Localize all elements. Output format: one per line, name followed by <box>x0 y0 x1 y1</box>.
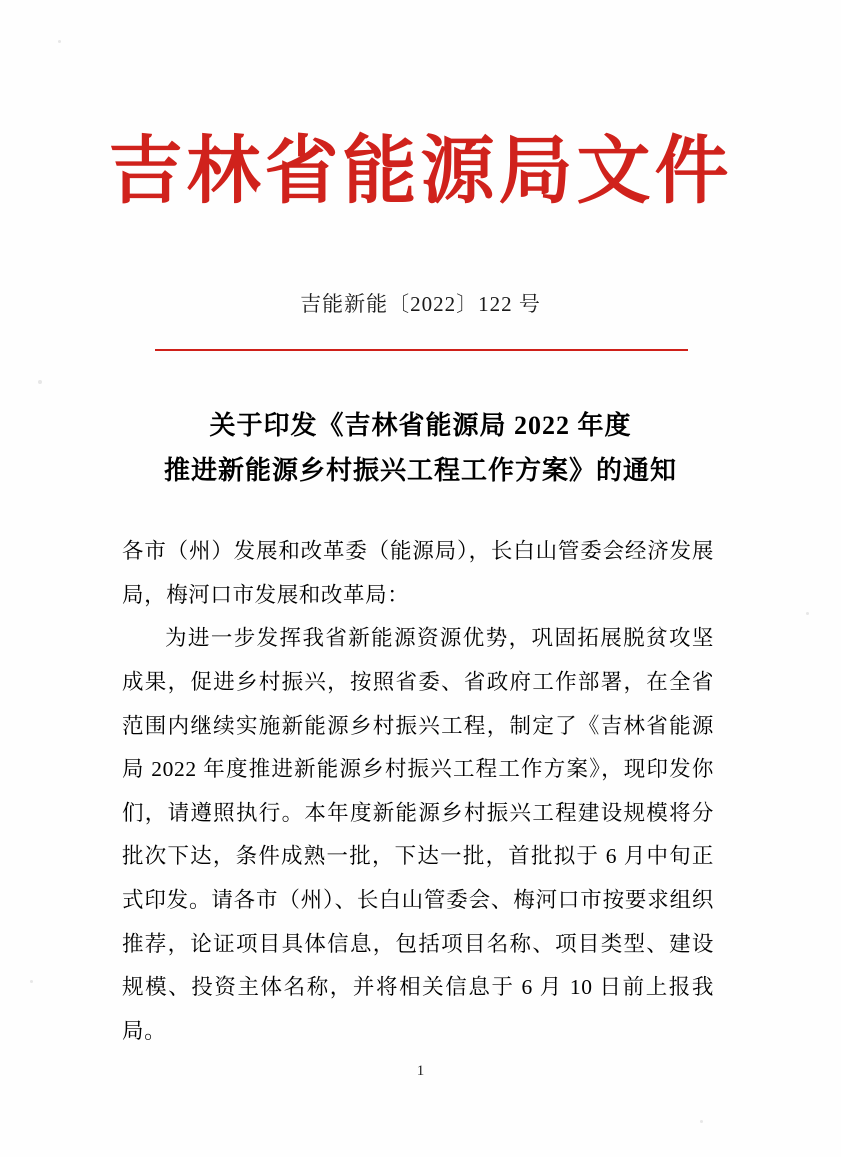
document-subject <box>0 404 841 493</box>
body-paragraph-1: 为进一步发挥我省新能源资源优势，巩固拓展脱贫攻坚成果，促进乡村振兴，按照省委、省政府工作部署，在全省范围内继续实施新能源乡村振兴工程，制定了《吉林省能源局 2022 年度推进新能源乡村振兴工程工作方案》，现印发你们，请遵照执行。本年度新能源乡村振兴工程建设规模将分批次下达，条件成熟一批，下达一批，首批拟于 6 月中旬正式印发。请各市（州）、长白山管委会、梅河口市按要求组织推荐，论证项目具体信息，包括项目名称、项目类型、建设规模、投资主体名称，并将相关信息于 6 月 10 日前上报我局。 <box>122 626 714 1044</box>
document-number: 吉能新能〔2022〕122 号 <box>300 292 541 316</box>
scan-speckle <box>700 1120 703 1123</box>
document-header-title: 吉林省能源局文件 <box>108 131 733 213</box>
scan-speckle <box>38 380 42 384</box>
recipient-line: 各市（州）发展和改革委（能源局），长白山管委会经济发展局，梅河口市发展和改革局： <box>122 539 714 607</box>
page-number: 1 <box>416 1063 425 1079</box>
subject-line-1: 关于印发《吉林省能源局 2022 年度 <box>209 411 632 440</box>
subject-line-2: 推进新能源乡村振兴工程工作方案》的通知 <box>163 455 677 485</box>
document-body <box>122 530 714 1054</box>
red-divider-rule <box>155 349 688 351</box>
scan-speckle <box>806 612 809 615</box>
scan-speckle <box>30 980 33 983</box>
scan-speckle <box>58 40 61 43</box>
